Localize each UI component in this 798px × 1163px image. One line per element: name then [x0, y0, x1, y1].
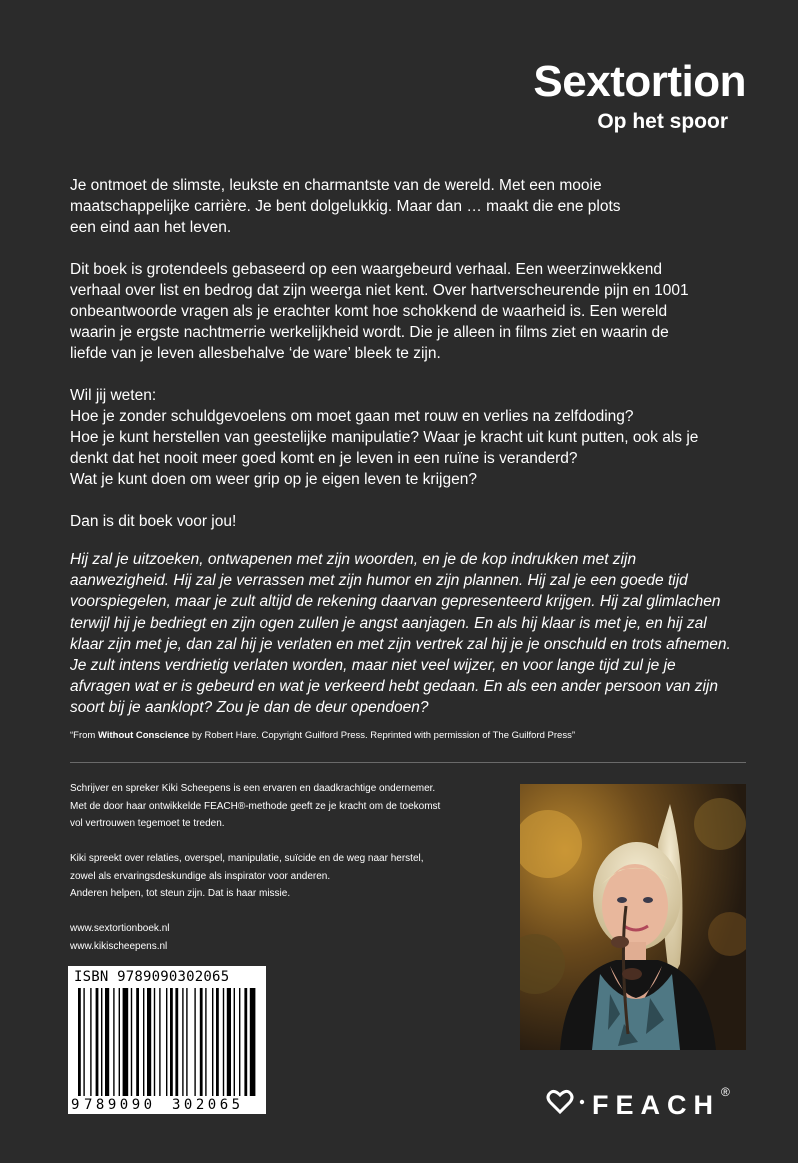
book-subtitle: Op het spoor — [597, 110, 728, 133]
author-bio — [70, 780, 490, 973]
brand-name: FEACH — [592, 1090, 720, 1120]
credit-suffix: by Robert Hare. Copyright Guilford Press. Reprinted with permission of The Guilford Press” — [189, 730, 575, 741]
author-websites: www.sextortionboek.nl www.kikischeepens.nl — [70, 923, 170, 952]
credit-prefix: “From — [70, 730, 98, 741]
heart-icon — [548, 1091, 572, 1112]
bio-paragraph-2: Kiki spreekt over relaties, overspel, manipulatie, suïcide en de weg naar herstel, zowel als ervaringsdeskundige als inspirator voor anderen. Anderen helpen, tot steun zijn. Dat is haar missie. — [70, 853, 424, 899]
credit-book-title: Without Conscience — [97, 730, 190, 741]
barcode-digits-right: 302065 — [172, 1097, 244, 1113]
registered-mark: ® — [721, 1085, 730, 1099]
bio-paragraph-1: Schrijver en spreker Kiki Scheepens is een ervaren en daadkrachtige ondernemer. Met de door haar ontwikkelde FEACH®-methode geeft ze je kracht om de toekomst vol vertrouwen tegemoet te treden. — [70, 783, 441, 829]
intro-paragraph-4: Dan is dit boek voor jou! — [70, 513, 237, 530]
intro-text — [70, 175, 730, 553]
barcode-digit-first: 9 — [71, 1097, 80, 1113]
book-title: Sextortion — [533, 57, 746, 106]
barcode-bars — [68, 966, 266, 1114]
quote-text: Hij zal je uitzoeken, ontwapenen met zijn woorden, en je de kop indrukken met zijn aanwezigheid. Hij zal je verrassen met zijn humor en zijn plannen. Hij zal je een goede tijd voorspiegelen, maar je zult altijd de rekening daarvan gepresenteerd krijgen. Hij zal glimlachen terwijl hij je bedriegt en zijn ogen zullen je angst aanjagen. En als hij klaar is met je, en hij zal klaar zijn met je, dan zal hij je verlaten en met zijn vertrek zal hij je je onschuld en trots afnemen. Je zult intens verdrietig verlaten worden, maar niet veel wijzer, en voor lange tijd zul je je afvragen wat er is gebeurd en wat je verkeerd hebt gedaan. En als een ander persoon van zijn soort bij je aanklopt? Zou je dan de deur opendoen? — [70, 551, 731, 717]
feach-logo — [546, 1084, 746, 1124]
intro-paragraph-3: Wil jij weten: Hoe je zonder schuldgevoelens om moet gaan met rouw en verlies na zelfdoding? Hoe je kunt herstellen van geestelijke manipulatie? Waar je kracht uit kunt putten, ook als je denkt dat het nooit meer goed komt en je leven in een ruïne is veranderd? Wat je kunt doen om weer grip op je eigen leven te krijgen? — [70, 387, 699, 488]
author-photo — [520, 784, 746, 1050]
isbn-barcode — [68, 966, 266, 1114]
intro-paragraph-1: Je ontmoet de slimste, leukste en charmantste van de wereld. Met een mooie maatschappelijke carrière. Je bent dolgelukkig. Maar dan … maakt die ene plots een eind aan het leven. — [70, 177, 621, 236]
isbn-label: ISBN 9789090302065 — [74, 969, 230, 985]
dot-icon — [580, 1100, 584, 1104]
divider — [70, 762, 746, 763]
quote-credit — [70, 730, 575, 741]
intro-paragraph-2: Dit boek is grotendeels gebaseerd op een waargebeurd verhaal. Een weerzinwekkend verhaal over list en bedrog dat zijn weerga niet kent. Over hartverscheurende pijn en 1001 onbeantwoorde vragen als je erachter komt hoe schokkend de waarheid is. Een wereld waarin je ergste nachtmerrie werkelijkheid wordt. Die je alleen in films ziet en waarin de liefde van je leven allesbehalve ‘de ware’ bleek te zijn. — [70, 261, 689, 362]
barcode-digits-left: 789090 — [84, 1097, 156, 1113]
